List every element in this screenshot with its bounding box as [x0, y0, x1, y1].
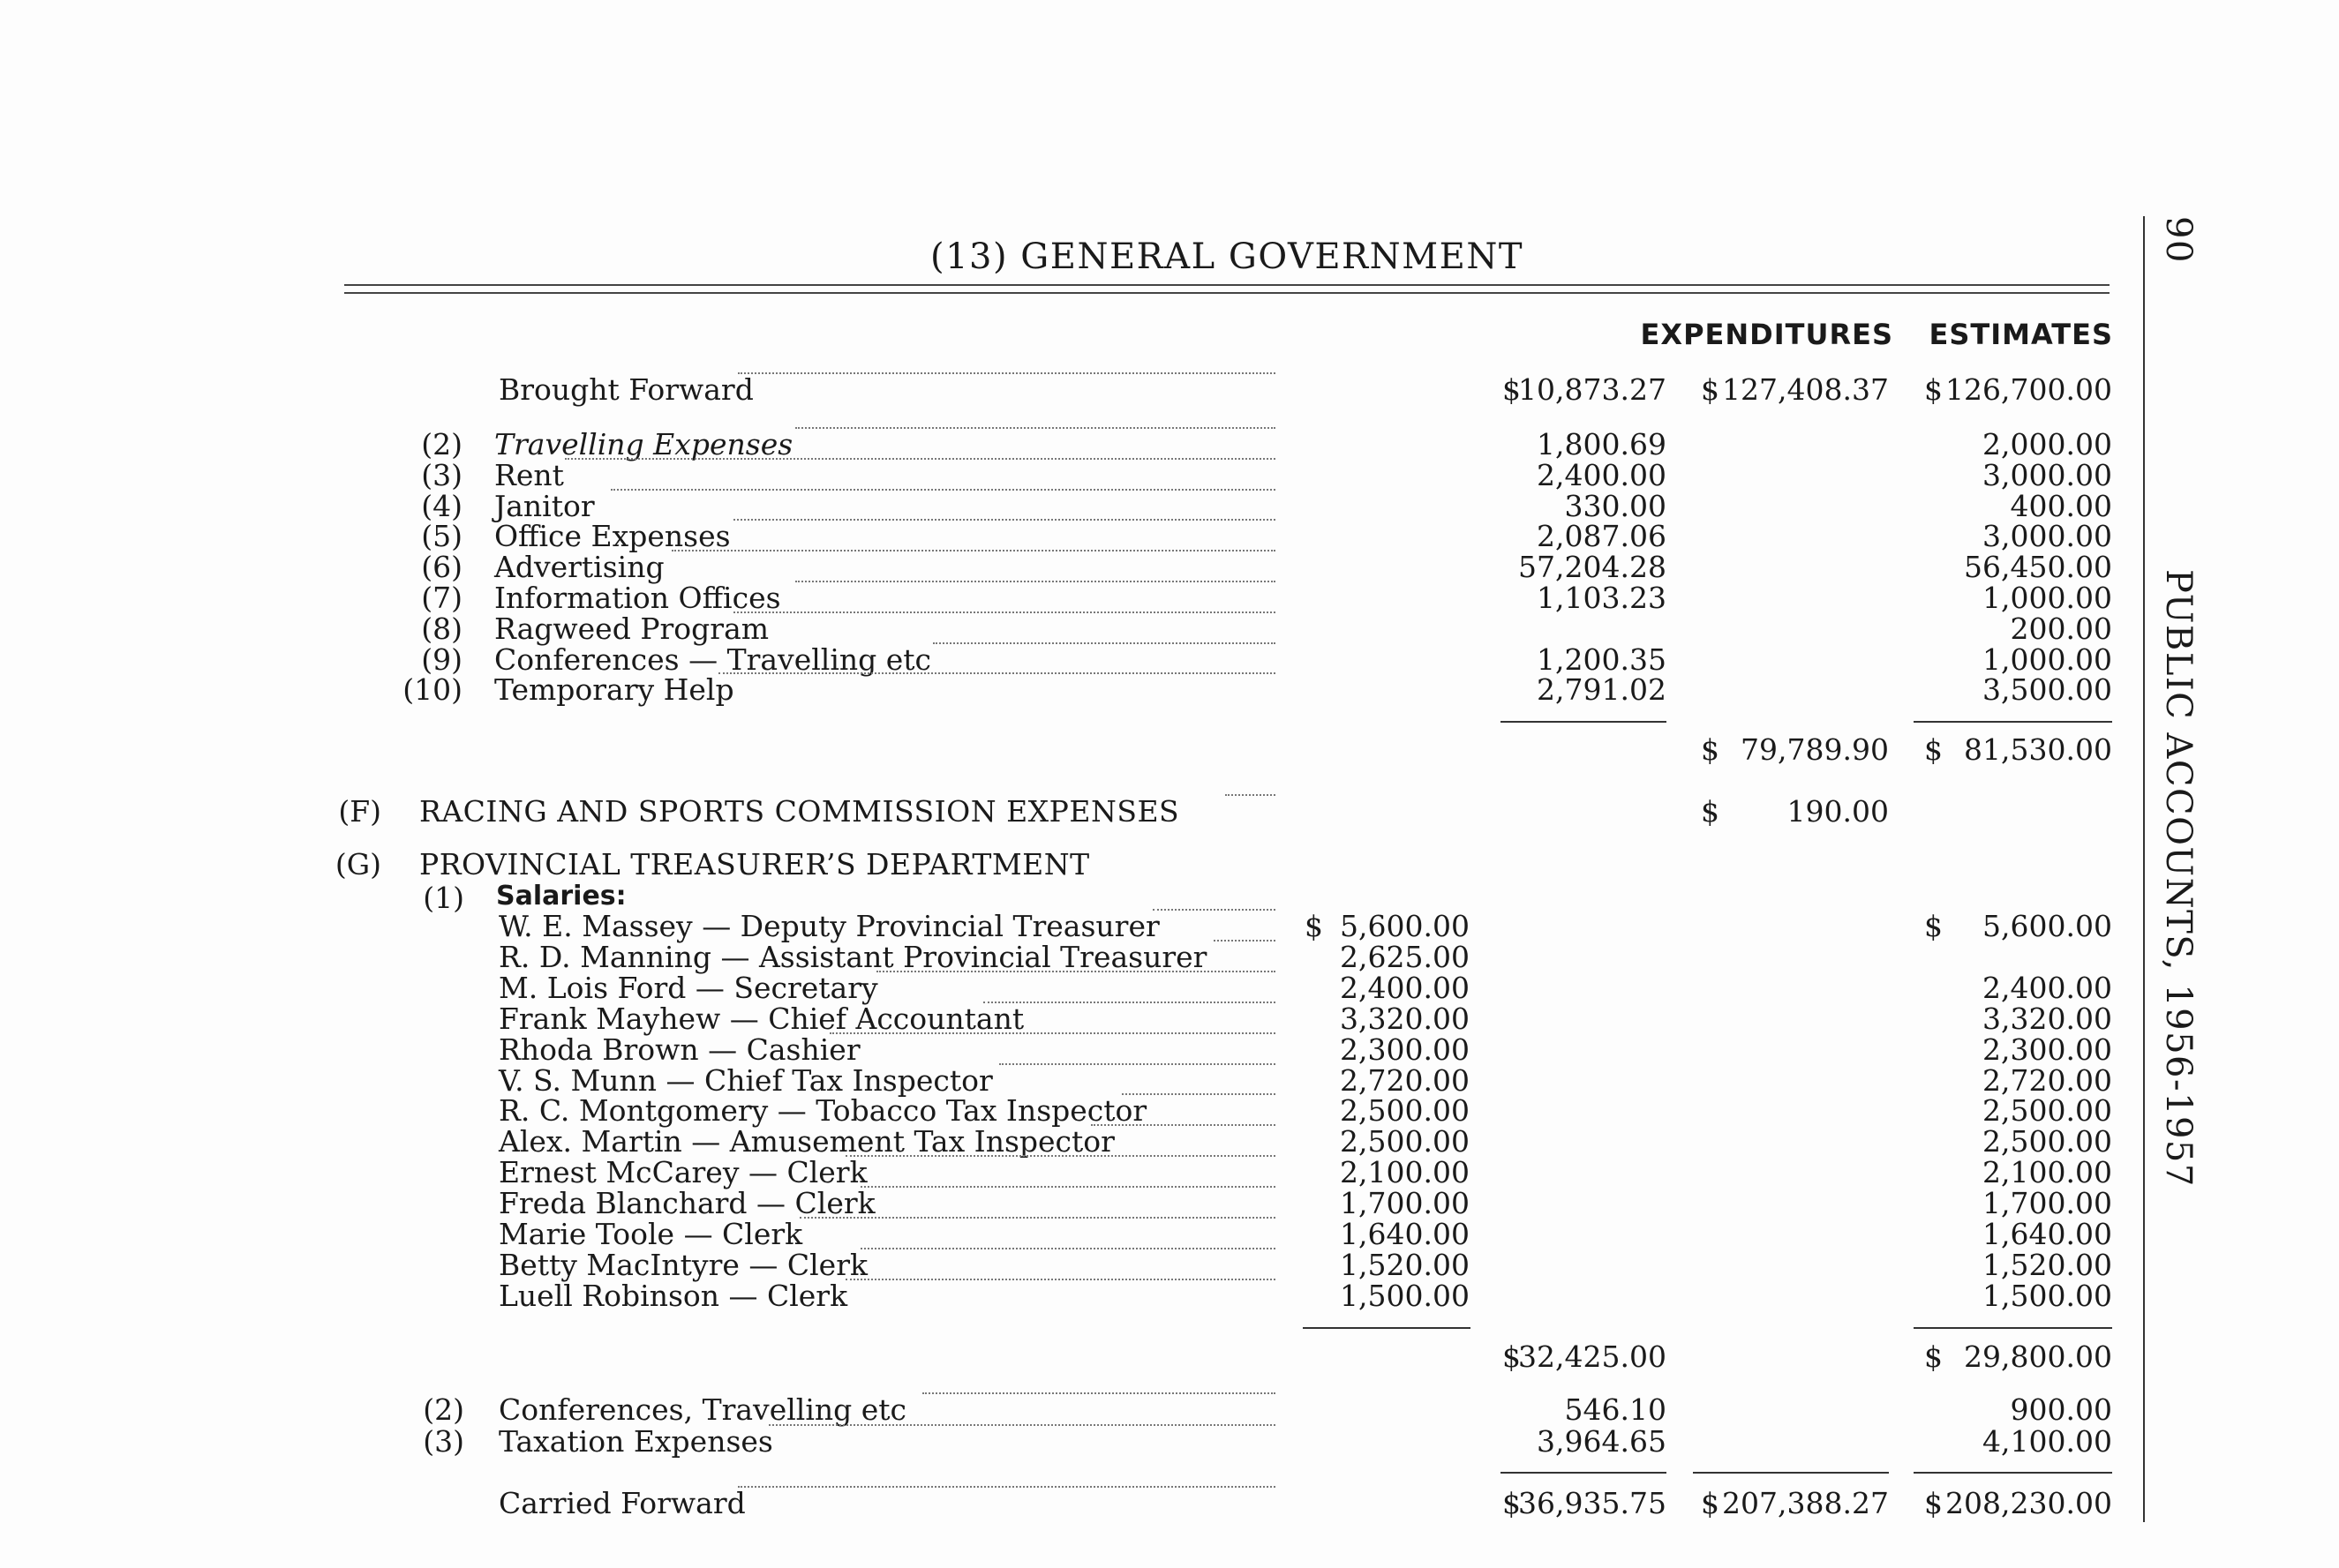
currency-sign: $ — [1924, 732, 1943, 767]
expenditures-header: EXPENDITURES — [1640, 318, 1893, 351]
salary-label: Freda Blanchard — Clerk — [499, 1186, 876, 1221]
leader-dots — [1091, 1124, 1275, 1126]
amount-c3: 207,388.27 — [1722, 1486, 1889, 1520]
salary-label: M. Lois Ford — Secretary — [499, 970, 878, 1005]
amount-c4: 3,000.00 — [1982, 519, 2112, 554]
expense-item-label: Information Offices — [494, 581, 781, 615]
currency-sign: $ — [1924, 1486, 1943, 1520]
salary-row — [0, 1093, 2136, 1129]
subtotal-rule-expenditures — [1500, 721, 1666, 723]
section-f-label: RACING AND SPORTS COMMISSION EXPENSES — [419, 794, 1180, 829]
leader-dots — [672, 550, 1275, 551]
department-item-label: Taxation Expenses — [499, 1424, 773, 1459]
leader-dots — [565, 458, 1275, 460]
salary-label: R. C. Montgomery — Tobacco Tax Inspector — [499, 1093, 1147, 1129]
salary-row — [0, 1062, 2136, 1098]
amount-c4: 4,100.00 — [1982, 1424, 2112, 1459]
leader-dots — [861, 1248, 1275, 1249]
amount-c1: 2,720.00 — [1340, 1062, 1470, 1098]
amount-c3: 190.00 — [1786, 794, 1889, 829]
amount-c4: 29,800.00 — [1964, 1339, 2112, 1374]
margin-rule — [2143, 216, 2145, 1522]
salary-row — [0, 909, 2136, 941]
expense-item-row — [0, 489, 2136, 521]
expense-item-label: Advertising — [494, 550, 665, 585]
estimates-header: ESTIMATES — [1929, 318, 2113, 351]
expense-item-row — [0, 672, 2136, 708]
salaries-heading-row — [0, 881, 2136, 915]
brought-forward-label: Brought Forward — [499, 372, 754, 407]
leader-dots — [733, 519, 1275, 521]
brought-forward-row — [0, 372, 2136, 407]
amount-c4: 1,700.00 — [1982, 1186, 2112, 1221]
section-letter: (F) — [338, 794, 381, 829]
expense-item-row — [0, 581, 2136, 615]
amount-c4: 2,100.00 — [1982, 1155, 2112, 1190]
section-letter: (G) — [335, 847, 381, 882]
amount-c4: 1,000.00 — [1982, 641, 2112, 677]
leader-dots — [795, 427, 1275, 429]
amount-c4: 2,000.00 — [1982, 427, 2112, 461]
leader-dots — [861, 1186, 1275, 1188]
carried-forward-row — [0, 1486, 2136, 1518]
expense-item-row — [0, 458, 2136, 490]
section-f-row — [0, 794, 2136, 829]
section-g-label: PROVINCIAL TREASURER’S DEPARTMENT — [419, 847, 1090, 882]
title-rule-bottom — [344, 292, 2110, 294]
subtotal-row — [0, 732, 2136, 767]
item-number: (2) — [423, 1392, 464, 1427]
leader-dots — [846, 1155, 1275, 1157]
amount-c2: 36,935.75 — [1518, 1486, 1666, 1520]
section-g-row — [0, 847, 2136, 882]
currency-sign: $ — [1701, 732, 1719, 767]
amount-c1: 1,700.00 — [1340, 1186, 1470, 1221]
salary-label: Frank Mayhew — Chief Accountant — [499, 1001, 1025, 1036]
amount-c1: 2,500.00 — [1340, 1124, 1470, 1159]
salaries-rule-c4 — [1914, 1327, 2112, 1329]
item-number: (3) — [423, 1424, 464, 1459]
leader-dots — [876, 971, 1275, 972]
expense-item-label: Conferences — Travelling etc — [494, 641, 932, 677]
expense-item-row — [0, 427, 2136, 459]
amount-c4: 2,500.00 — [1982, 1124, 2112, 1159]
item-number: (7) — [421, 581, 463, 615]
page-title: (13) GENERAL GOVERNMENT — [929, 236, 1524, 277]
currency-sign: $ — [1701, 372, 1719, 407]
carried-rule-c4 — [1914, 1472, 2112, 1474]
amount-c1: 2,400.00 — [1340, 970, 1470, 1005]
amount-c4: 1,500.00 — [1982, 1278, 2112, 1313]
amount-c2: 2,400.00 — [1537, 457, 1666, 492]
amount-c3: 79,789.90 — [1741, 732, 1889, 767]
amount-c2: 1,800.69 — [1537, 427, 1666, 461]
currency-sign: $ — [1701, 794, 1719, 829]
amount-c2: 57,204.28 — [1518, 550, 1666, 585]
leader-dots — [769, 1424, 1275, 1426]
expense-item-label: Ragweed Program — [494, 611, 770, 646]
amount-c1: 5,600.00 — [1340, 909, 1470, 943]
leader-dots — [1122, 1093, 1275, 1095]
item-number: (6) — [421, 550, 463, 585]
amount-c4: 126,700.00 — [1945, 372, 2112, 407]
item-number: (1) — [423, 881, 464, 915]
salary-row — [0, 940, 2136, 972]
amount-c2: 32,425.00 — [1518, 1339, 1666, 1374]
leader-dots — [718, 672, 1275, 674]
expense-item-label: Janitor — [494, 488, 595, 523]
salaries-heading: Salaries: — [496, 881, 627, 912]
salary-label: Betty MacIntyre — Clerk — [499, 1247, 868, 1282]
department-item-row — [0, 1392, 2136, 1427]
amount-c2: 2,087.06 — [1537, 519, 1666, 554]
page-number: 90 — [2158, 216, 2199, 264]
amount-c4: 56,450.00 — [1964, 550, 2112, 585]
leader-dots — [733, 611, 1275, 613]
currency-sign: $ — [1924, 909, 1943, 943]
title-rule-top — [344, 284, 2110, 286]
salary-label: Ernest McCarey — Clerk — [499, 1155, 868, 1190]
salary-row — [0, 1217, 2136, 1249]
expense-item-label: Office Expenses — [494, 519, 731, 554]
salary-row — [0, 1124, 2136, 1159]
amount-c1: 2,100.00 — [1340, 1155, 1470, 1190]
amount-c2: 3,964.65 — [1537, 1424, 1666, 1459]
salary-row — [0, 1001, 2136, 1036]
item-number: (2) — [421, 427, 463, 461]
amount-c4: 1,000.00 — [1982, 581, 2112, 615]
expense-item-row — [0, 641, 2136, 677]
currency-sign: $ — [1502, 372, 1521, 407]
salary-row — [0, 1032, 2136, 1067]
amount-c4: 2,720.00 — [1982, 1062, 2112, 1098]
amount-c4: 3,500.00 — [1982, 672, 2112, 708]
leader-dots — [846, 1279, 1275, 1280]
leader-dots — [999, 1063, 1275, 1065]
expense-item-row — [0, 519, 2136, 554]
amount-c2: 1,103.23 — [1537, 581, 1666, 615]
currency-sign: $ — [1701, 1486, 1719, 1520]
item-number: (4) — [421, 488, 463, 523]
leader-dots — [1225, 794, 1275, 796]
salary-label: V. S. Munn — Chief Tax Inspector — [499, 1062, 993, 1098]
leader-dots — [800, 1217, 1275, 1219]
leader-dots — [933, 642, 1275, 644]
currency-sign: $ — [1502, 1486, 1521, 1520]
amount-c2: 10,873.27 — [1518, 372, 1666, 407]
item-number: (8) — [421, 611, 463, 646]
salary-label: Luell Robinson — Clerk — [499, 1278, 848, 1313]
leader-dots — [830, 1032, 1275, 1034]
amount-c4: 400.00 — [2010, 488, 2112, 523]
amount-c4: 1,640.00 — [1982, 1217, 2112, 1251]
amount-c1: 1,520.00 — [1340, 1247, 1470, 1282]
salary-row — [0, 970, 2136, 1005]
salary-row — [0, 1155, 2136, 1190]
amount-c2: 1,200.35 — [1537, 641, 1666, 677]
carried-rule-c2 — [1500, 1472, 1666, 1474]
salary-row — [0, 1247, 2136, 1282]
currency-sign: $ — [1924, 372, 1943, 407]
amount-c1: 1,640.00 — [1340, 1217, 1470, 1251]
leader-dots — [611, 489, 1275, 491]
amount-c3: 127,408.37 — [1722, 372, 1889, 407]
expense-item-row — [0, 550, 2136, 585]
amount-c2: 2,791.02 — [1537, 672, 1666, 708]
running-head: PUBLIC ACCOUNTS, 1956-1957 — [2158, 569, 2199, 1188]
leader-dots — [738, 1486, 1275, 1488]
item-number: (10) — [402, 672, 463, 708]
amount-c4: 3,320.00 — [1982, 1001, 2112, 1036]
amount-c4: 1,520.00 — [1982, 1247, 2112, 1282]
amount-c2: 330.00 — [1564, 488, 1666, 523]
amount-c1: 1,500.00 — [1340, 1278, 1470, 1313]
amount-c4: 2,300.00 — [1982, 1032, 2112, 1067]
salary-row — [0, 1278, 2136, 1313]
salary-label: Alex. Martin — Amusement Tax Inspector — [499, 1124, 1115, 1159]
department-item-row — [0, 1424, 2136, 1459]
leader-dots — [738, 372, 1275, 374]
currency-sign: $ — [1924, 1339, 1943, 1374]
expense-item-label: Travelling Expenses — [494, 427, 793, 461]
leader-dots — [922, 1392, 1275, 1394]
amount-c1: 2,625.00 — [1340, 939, 1470, 974]
expense-item-label: Temporary Help — [494, 672, 734, 708]
carried-forward-label: Carried Forward — [499, 1486, 746, 1520]
currency-sign: $ — [1502, 1339, 1521, 1374]
leader-dots — [795, 581, 1275, 582]
expense-item-label: Rent — [494, 457, 564, 492]
leader-dots — [983, 1002, 1275, 1003]
department-item-label: Conferences, Travelling etc — [499, 1392, 907, 1427]
salaries-rule-c1 — [1303, 1327, 1470, 1329]
expense-item-row — [0, 611, 2136, 646]
currency-sign: $ — [1305, 909, 1323, 943]
amount-c4: 5,600.00 — [1982, 909, 2112, 943]
amount-c4: 81,530.00 — [1964, 732, 2112, 767]
amount-c4: 2,400.00 — [1982, 970, 2112, 1005]
side-running-head — [2158, 216, 2220, 1522]
salary-label: R. D. Manning — Assistant Provincial Treasurer — [499, 939, 1207, 974]
amount-c4: 900.00 — [2010, 1392, 2112, 1427]
carried-rule-c3 — [1693, 1472, 1889, 1474]
salary-row — [0, 1186, 2136, 1221]
amount-c4: 3,000.00 — [1982, 457, 2112, 492]
amount-c4: 208,230.00 — [1945, 1486, 2112, 1520]
item-number: (3) — [421, 457, 463, 492]
item-number: (5) — [421, 519, 463, 554]
subtotal-rule-estimates — [1914, 721, 2112, 723]
salary-label: W. E. Massey — Deputy Provincial Treasurer — [499, 909, 1160, 943]
salaries-total-row — [0, 1339, 2136, 1374]
item-number: (9) — [421, 641, 463, 677]
amount-c4: 2,500.00 — [1982, 1093, 2112, 1129]
amount-c1: 3,320.00 — [1340, 1001, 1470, 1036]
amount-c4: 200.00 — [2010, 611, 2112, 646]
amount-c1: 2,500.00 — [1340, 1093, 1470, 1129]
amount-c2: 546.10 — [1564, 1392, 1666, 1427]
salary-label: Marie Toole — Clerk — [499, 1217, 803, 1251]
salary-label: Rhoda Brown — Cashier — [499, 1032, 861, 1067]
amount-c1: 2,300.00 — [1340, 1032, 1470, 1067]
